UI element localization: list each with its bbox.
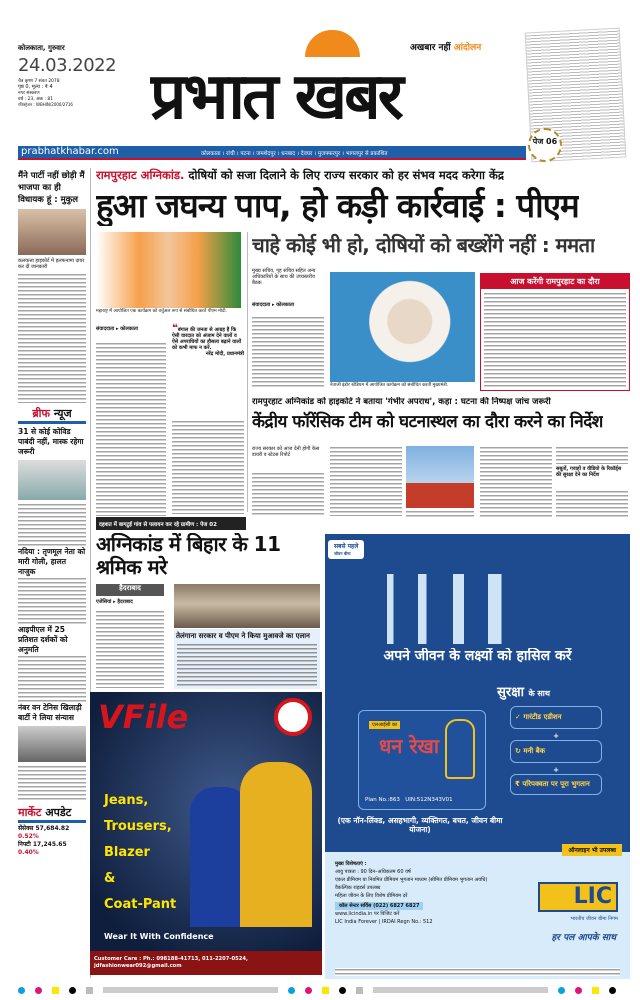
edition-line: पृष्ठ 0, मूल्य : ₹ 4 <box>18 84 53 90</box>
plan-description: (एक नॉन-लिंक्ड, असहभागी, व्यक्तिगत, बचत, जीवन बीमा योजना) <box>337 816 503 834</box>
market-black: अपडेट <box>45 806 72 819</box>
tour-box-body <box>484 292 626 388</box>
feature-item: ✓ गारंटीड एडीशन <box>510 706 602 729</box>
market-row <box>18 841 86 857</box>
brief-headline[interactable]: 31 से कोई कोविड पाबंदी नहीं, मास्क रहेगा जरूरी <box>18 427 84 456</box>
feature-text: मनी बैक <box>523 747 546 755</box>
product-item: & <box>104 871 116 886</box>
lic-details <box>325 847 630 979</box>
uin: UIN:512N343V01 <box>405 797 453 803</box>
feature-item: ↻ मनी बैक <box>510 740 602 763</box>
tagline-bold: सुरक्षा <box>497 685 524 700</box>
feature-point: एकल प्रीमियम या नियमित प्रीमियम भुगतान माध्यम (सीमित प्रीमियम भुगतान अवधि) <box>335 877 488 883</box>
product-list <box>104 788 176 918</box>
forensic-body <box>252 472 324 516</box>
life-stages-illustration <box>365 574 585 644</box>
forensic-headline[interactable]: केंद्रीय फॉरेंसिक टीम को घटनास्थल का दौरा करने का निर्देश <box>252 412 603 432</box>
lic-ad[interactable] <box>325 534 630 979</box>
lic-tagline: अपने जीवन के लक्ष्यों को हासिल करें <box>383 648 572 664</box>
forensic-body <box>480 446 552 518</box>
pm-quote: ❝बंगाल की जनता से आग्रह है कि ऐसी वारदात को अंजाम देने वालों व ऐसे अपराधियों का हौसला बढ़ाने वालों को कभी माफ न करें. नरेंद्र मोदी, प्रधानमंत्री <box>172 323 244 357</box>
edition-line: चैत्र कृष्ण 7 संवत 2078 <box>18 79 60 84</box>
product-item: Blazer <box>104 845 150 860</box>
badge-text: सबसे पहले <box>334 543 359 550</box>
feature-text: गारंटीड एडीशन <box>523 713 562 721</box>
feature-point: वैकल्पिक राइडर्स उपलब्ध <box>335 885 381 891</box>
page-ref-strip[interactable]: दहशत में बागटुई गांव से पलायन कर रहे ग्रामीण : पेज 02 <box>96 517 246 530</box>
brief-body <box>18 655 86 703</box>
forensic-body <box>330 446 402 516</box>
forensic-subhead: सबूतों, गवाहों व वीडियो के रिकॉर्ड्स की सुरक्षा देने का निर्देश <box>556 466 622 478</box>
edition-line: रजिस्ट्रेशन : WBHIN/2000/2716 <box>18 102 73 107</box>
feature-point: महिला जीवन के लिए विशेष प्रीमियम दरें <box>335 893 408 899</box>
forensic-body <box>556 446 628 464</box>
masthead-info <box>18 44 117 108</box>
byline: संवाददाता ▸ कोलकाता <box>252 302 295 308</box>
product-item: Coat-Pant <box>104 897 177 912</box>
edition-bar <box>18 146 526 160</box>
kicker-text: दोषियों को सजा दिलाने के लिए राज्य सरकार को हर संभव मदद करेगा केंद्र <box>188 168 504 182</box>
index-name: सेंसेक्स <box>18 825 34 832</box>
lead-body <box>96 342 166 516</box>
plan-name: धन रेखा <box>378 734 440 758</box>
product-item: Trousers, <box>104 819 172 834</box>
lic-logo <box>538 882 618 912</box>
index-change: 0.40% <box>18 849 39 856</box>
bihar-body <box>96 610 164 688</box>
tagline-black: अखबार नहीं <box>410 43 451 53</box>
edition-line: वर्ष : 23, अंक : 81 <box>18 97 54 102</box>
tagline-orange: आंदोलन <box>453 43 482 53</box>
dateline: हैदराबाद <box>96 584 164 596</box>
edition-line: नगर संस्करण <box>18 91 40 96</box>
lic-logo-sub: भारतीय जीवन बीमा निगम <box>570 916 618 922</box>
quote-text: बंगाल की जनता से आग्रह है कि ऐसी वारदात को अंजाम देने वालों व ऐसे अपराधियों का हौसला बढ़ाने वालों को कभी माफ न करें. <box>172 327 242 351</box>
brand-ambassador-badge <box>274 698 312 736</box>
disclaimer <box>335 968 620 976</box>
badge-sub: जीवन बीमा <box>334 551 351 556</box>
page-badge[interactable] <box>528 128 562 162</box>
high-court-photo <box>406 446 474 508</box>
brief-headline[interactable]: आइपीएल में 25 प्रतिशत दर्शकों को अनुमति <box>18 625 68 654</box>
website-link[interactable]: prabhatkhabar.com <box>21 146 119 157</box>
tour-box <box>480 273 630 391</box>
plan-box <box>358 710 486 810</box>
mamata-body <box>252 316 324 388</box>
features-title: मुख्य विशेषताएं : <box>335 861 367 867</box>
vfile-ad[interactable] <box>90 692 322 975</box>
index-change: 0.52% <box>18 833 39 840</box>
lic-logo-text: LIC <box>573 884 612 909</box>
forensic-kicker: रामपुरहाट अग्निकांड को हाइकोर्ट ने बताया 'गंभीर अपराध', कहा : घटना की निष्पक्ष जांच जरूरी <box>252 397 551 407</box>
brief-body <box>18 503 86 547</box>
brief-news-label <box>18 406 86 424</box>
photo-caption: महाराष्ट्र में आयोजित एक कार्यक्रम को वर्चुअल रूप से संबोधित करते पीएम मोदी. <box>96 309 227 314</box>
covid-photo <box>18 460 86 500</box>
story-bullet: राज्य सरकार को आज देनी होगी केस डायरी व स्टेटस रिपोर्ट <box>252 446 320 458</box>
tour-box-title: आज करेंगी रामपुरहाट का दौरा <box>481 274 629 289</box>
byline: संवाददाता ▸ कोलकाता <box>96 326 139 332</box>
index-value: 57,684.82 <box>35 825 70 832</box>
story-bullet: कलकत्ता हाइकोर्ट में हलफनामा दायर कर दी जानकारी <box>18 258 85 270</box>
market-row <box>18 825 86 841</box>
story-headline[interactable]: मैंने पार्टी नहीं छोड़ी मैं भाजपा का ही विधायक हूं : मुकुल <box>18 171 85 205</box>
barty-photo <box>18 726 86 762</box>
city-day: कोलकाता, गुरुवार <box>18 44 65 52</box>
lead-headline[interactable]: हुआ जघन्य पाप, हो कड़ी कार्रवाई : पीएम <box>96 186 579 225</box>
brief-headline[interactable]: नदिया : तृणमूल नेता को मारी गोली, हालत नाजुक <box>18 547 86 576</box>
vfile-logo: VFile <box>98 698 189 736</box>
lead-body <box>172 420 244 514</box>
compensation-box <box>174 629 320 689</box>
model-yellow-suit <box>240 762 312 927</box>
features-block <box>335 860 525 926</box>
tagline-rest: के साथ <box>528 689 550 698</box>
feature-list: ✓ गारंटीड एडीशन + ↻ मनी बैक + ₹ परिपक्वता पर पूरा भुगतान <box>510 706 602 795</box>
quote-author: नरेंद्र मोदी, प्रधानमंत्री <box>205 351 244 357</box>
ad-slogan: Wear It With Confidence <box>104 932 214 941</box>
lic-tagline2 <box>497 685 550 702</box>
editions-list: कोलकाता । रांची । पटना । जमशेदपुर । धनबाद । देवघर । मुजफ्फरपुर । भागलपुर से प्रकाशित <box>201 151 388 157</box>
index-value: 17,245.65 <box>32 841 67 848</box>
story-bullet: मुख्य सचिव, गृह सचिव सहित अन्य अधिकारियों के साथ की उच्चस्तरीय बैठक <box>252 268 316 286</box>
sun-logo-icon <box>305 30 360 57</box>
forensic-body <box>556 490 628 518</box>
hand-icon <box>445 719 475 779</box>
plan-name-small: एलआईसी का <box>369 721 400 729</box>
compensation-title: तेलंगाना सरकार व पीएम ने किया मुआवजे का एलान <box>176 632 310 640</box>
brief-red: ब्रीफ <box>32 407 50 420</box>
tagline <box>410 42 481 54</box>
market-red: मार्केट <box>18 806 42 819</box>
story-body <box>18 273 86 403</box>
brief-body <box>18 765 86 801</box>
feature-text: परिपक्वता पर पूरा भुगतान <box>522 780 590 788</box>
social-line: LIC India Forever | IRDAI Regn No.: 512 <box>335 919 433 925</box>
mukul-photo <box>18 209 86 255</box>
ad-contact: Customer Care : Ph.: 098188-41713, 011-2207-0524, jdfashionwear092@gmail.com <box>90 951 322 975</box>
lic-slogan: हर पल आपके साथ <box>551 933 616 943</box>
kicker-red: रामपुरहाट अग्निकांड. <box>96 168 185 182</box>
index-name: निफ्टी <box>18 841 31 848</box>
bihar-headline[interactable]: अग्निकांड में बिहार के 11 श्रमिक मरे <box>96 533 281 579</box>
byline: एजेंसियां ▸ हैदराबाद <box>96 599 133 605</box>
plan-no: Plan No.:863 <box>365 797 400 803</box>
logo: प्रभात खबर <box>150 60 401 134</box>
feature-point: आयु पात्रता : 90 दिन–अधिकतम 60 वर्ष <box>335 869 411 875</box>
lic-website[interactable]: www.licindia.in पर विजिट करें <box>335 911 400 917</box>
helpline[interactable]: कॉल सेन्टर सर्विस (022) 6827 6827 <box>335 902 423 910</box>
mamata-photo <box>330 272 475 382</box>
mamata-headline[interactable]: चाहे कोई भी हो, दोषियों को बख्शेंगे नहीं : ममता <box>252 233 595 257</box>
market-label <box>18 805 86 823</box>
brief-headline[interactable]: नंबर वन टेनिस खिलाड़ी बार्टी ने लिया संन्यास <box>18 703 82 722</box>
issue-date: 24.03.2022 <box>18 55 117 76</box>
product-item: Jeans, <box>104 793 149 808</box>
online-badge: ऑनलाइन भी उपलब्ध <box>562 844 622 856</box>
color-registration-bar <box>18 985 630 995</box>
photo-caption: नेताजी इंडोर स्टेडियम में आयोजित कार्यक्रम को संबोधित करतीं मुख्यमंत्री. <box>330 383 449 388</box>
modi-photo <box>96 232 241 308</box>
feature-item: ₹ परिपक्वता पर पूरा भुगतान <box>510 774 602 795</box>
lic-badge <box>328 540 364 559</box>
brief-black: न्यूज <box>53 407 72 420</box>
irdai-reg: IRDAI Regn No.: 512 <box>381 919 433 925</box>
brief-body <box>18 577 86 625</box>
social-handle[interactable]: LIC India Forever <box>335 919 378 925</box>
fire-site-photo <box>174 584 320 628</box>
plan-ids <box>365 797 453 803</box>
lead-kicker <box>96 168 504 183</box>
left-column <box>18 170 86 857</box>
page-badge-label: पेज 06 <box>532 137 558 146</box>
